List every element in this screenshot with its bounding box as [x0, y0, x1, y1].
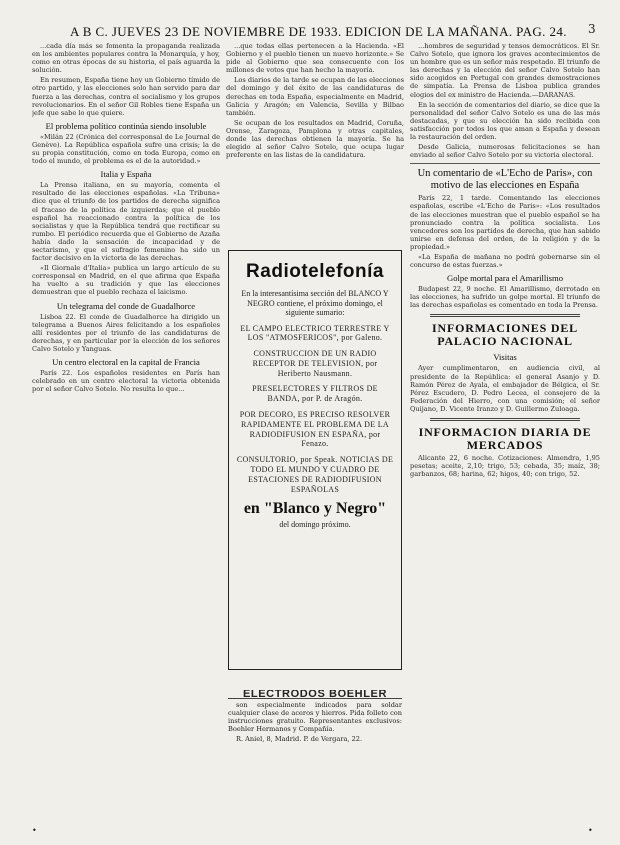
advert-brand-prefix: en [243, 500, 260, 518]
article-paragraph: La Prensa italiana, en su mayoría, comenta el resultado de las elecciones españolas. «La Tribuna» dice que el triunfo de los partidos de derecha significa el fracaso de la política de izquierdas; que el pueblo español ha reaccionado contra la política de los socialistas y que la República tendrá que rectificar su rumbo. El periódico recuerda que el Gobierno de Azaña había dado la sensación de incapacidad y de sectarismo, y que el sufragio femenino ha sido un factor decisivo en la victoria de las derechas. [32, 181, 220, 263]
advert-title: Radiotelefonía [246, 261, 384, 282]
divider [430, 314, 580, 317]
page-mark: 3 [588, 22, 596, 36]
article-paragraph: En resumen, España tiene hoy un Gobierno tímido de otro partido, y las elecciones solo han servido para dar fuerza a las derechas, contra el socialismo y los grupos revolucionarios. En el señor Gil Robles tiene España un jefe que sabe lo que quiere. [32, 76, 220, 117]
radiotelefonia-advert [228, 250, 402, 670]
article-paragraph: Ayer cumplimentaron, en audiencia civil, al presidente de la República: el general Asanjo y D. Ramón Pérez de Ayala, el embajador de Bélgica, el Sr. Pérez Escudero, D. Pedro Lecea, el consejero de la Federación del Hierro, con una comisión; el señor Quijano, D. Vicente Iranzo y D. Guillermo Zuloaga. [410, 364, 600, 413]
section-heading: INFORMACION DIARIA DE MERCADOS [418, 425, 592, 452]
section-heading: Un telegrama del conde de Guadalhorce [56, 300, 196, 311]
advert-brand [235, 500, 395, 518]
divider [430, 418, 580, 421]
page-header: A B C. JUEVES 23 DE NOVIEMBRE DE 1933. EDICION DE LA MAÑANA. PAG. 24. [70, 24, 567, 39]
article-paragraph: Lisboa 22. El conde de Guadalhorce ha dirigido un telegrama a Buenos Aires felicitando a los españoles allí residentes por el triunfo de las candidaturas de derechas, y en particular por la elección de los señores Calvo Sotelo y Yanguas. [32, 312, 220, 353]
section-heading: Golpe mortal para el Amarillismo [447, 273, 563, 284]
article-paragraph: Budapest 22, 9 noche. El Amarillismo, derrotado en las elecciones, ha sufrido un golpe mortal. El triunfo de las derechas españolas es comentado en toda la Prensa. [410, 285, 600, 310]
article-paragraph: Alicante 22, 6 noche. Cotizaciones: Almendra, 1,95 pesetas; aceite, 2,10; trigo, 53; cebada, 35; maíz, 38; garbanzos, 68; harina, 62; higos, 40; con trigo, 52. [410, 454, 600, 479]
article-paragraph: ...hombres de seguridad y tensos democráticos. El Sr. Calvo Sotelo, que ignora los graves acontecimientos de un hombre que es un señor más respetado. El triunfo de las derechas y la elección del señor Calvo Sotelo han sido acogidos en Portugal con grandes demostraciones de simpatía. La Prensa de Lisboa publica grandes elogios del ex ministro de Hacienda.—DARANAS. [410, 42, 600, 99]
section-heading: INFORMACIONES DEL PALACIO NACIONAL [432, 321, 578, 349]
advert-intro: En la interesantísima sección del BLANCO Y NEGRO contiene, el próximo domingo, el siguiente sumario: [241, 289, 389, 317]
divider [410, 163, 600, 164]
article-paragraph: En la sección de comentarios del diario, se dice que la personalidad del señor Calvo Sotelo es una de las más destacadas, y que su elección ha sido recibida con satisfacción por todos los que aman a España y desean la restauración del orden. [410, 100, 600, 142]
article-paragraph: «Milán 22 (Crónica del corresponsal de Le Journal de Genève). La República española sufre una crisis; la de su propia constitución, como en toda Europa, como en todo el mundo, el problema es el de la autoridad.» [32, 132, 220, 166]
advert-title: ELECTRODOS BOEHLER [228, 690, 402, 699]
article-paragraph: París 22. Los españoles residentes en París han celebrado en un centro electoral la victoria obtenida por el señor Calvo Sotelo. No resulta lo que... [32, 369, 220, 394]
section-subheading: Visitas [493, 352, 517, 363]
advert-brand-name: "Blanco y Negro" [263, 500, 387, 518]
article-paragraph: «La España de mañana no podrá gobernarse sin el concurso de estas fuerzas.» [410, 252, 600, 270]
section-heading: Italia y España [100, 169, 152, 180]
column-left [32, 42, 220, 822]
advert-item: PRESELECTORES Y FILTROS DE BANDA, por P. de Aragón. [252, 384, 378, 404]
article-paragraph: ...que todas ellas pertenecen a la Hacienda. «El Gobierno y el pueblo tienen un nuevo horizonte.» Se pide al Gobierno que sea consecuente con los millones de votos que han hecho la mayoría. [226, 42, 404, 75]
advert-address: R. Aniel, 8, Madrid. P. de Vergara, 22. [236, 735, 363, 744]
section-heading: Un comentario de «L'Echo de Paris», con motivo de las elecciones en España [417, 168, 593, 192]
advert-item: CONSTRUCCION DE UN RADIO RECEPTOR DE TELEVISION, por Heriberto Nausmann. [252, 349, 378, 378]
article-paragraph: «Il Giornale d'Italia» publica un largo artículo de su corresponsal en Madrid, en el que afirma que España ha vuelto a su tradición y que las elecciones demuestran que el pueblo rechaza el laicismo. [32, 264, 220, 297]
article-paragraph: Se ocupan de los resultados en Madrid, Coruña, Orense, Zaragoza, Pamplona y otras capitales, donde las derechas obtienen la mayoría. Se ha elegido al señor Calvo Sotelo, que ocupa lugar preferente en las listas de la candidatura. [226, 118, 404, 160]
footer-bullet: • [32, 826, 37, 835]
article-paragraph: ...cada día más se fomenta la propaganda realizada en los ambientes populares contra la Monarquía, y hoy, como en otras épocas de su historia, el país aguarda la solución. [32, 42, 220, 75]
article-paragraph: Los diarios de la tarde se ocupan de las elecciones del domingo y del éxito de las candidaturas de derechas en toda España, especialmente en Madrid, Galicia y Aragón; en Valencia, Sevilla y Bilbao también. [226, 76, 404, 117]
footer-bullet: • [588, 826, 593, 835]
column-right [410, 42, 600, 822]
advert-body: son especialmente indicados para soldar cualquier clase de aceros y hierros. Pida folleto con instrucciones gratuito. Representantes exclusivos: Boehler Hermanos y Compañía. [228, 701, 402, 734]
advert-item: CONSULTORIO, por Speak. NOTICIAS DE TODO EL MUNDO Y CUADRO DE ESTACIONES DE RADIODIFUSION ESPAÑOLAS [236, 455, 394, 494]
column-middle [226, 42, 404, 242]
advert-footer: del domingo próximo. [279, 520, 351, 530]
article-paragraph: París 22, 1 tarde. Comentando las elecciones españolas, escribe «L'Echo de Paris»: «Los resultados de las elecciones muestran que el pueblo español se ha pronunciado contra la política socialista. Los vencedores son los partidos de derecha, que han sabido unirse en defensa del orden, de la religión y de la propiedad.» [410, 194, 600, 251]
article-paragraph: Desde Galicia, numerosas felicitaciones se han enviado al señor Calvo Sotelo por su victoria electoral. [410, 143, 600, 160]
advert-item: POR DECORO, ES PRECISO RESOLVER RAPIDAMENTE EL PROBLEMA DE LA RADIODIFUSION EN ESPAÑA, por Fenazo. [239, 410, 391, 449]
section-heading: El problema político continúa siendo insoluble [45, 120, 207, 131]
section-heading: Un centro electoral en la capital de Francia [52, 357, 200, 367]
electrodos-advert [228, 690, 402, 820]
advert-item: EL CAMPO ELECTRICO TERRESTRE Y LOS "ATMOSFERICOS", por Galeno. [240, 323, 390, 343]
